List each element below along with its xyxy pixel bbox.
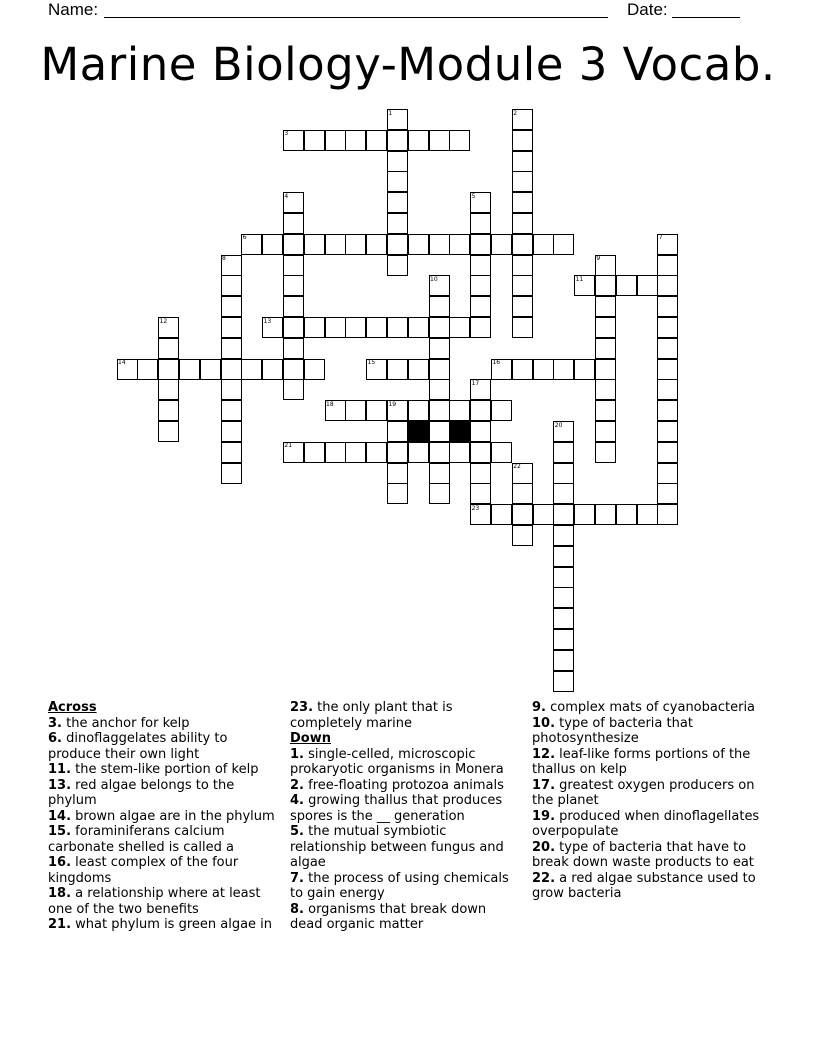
crossword-cell[interactable] <box>470 275 491 296</box>
crossword-cell[interactable] <box>283 379 304 400</box>
crossword-cell[interactable] <box>221 379 242 400</box>
crossword-cell[interactable] <box>158 338 179 359</box>
crossword-cell[interactable] <box>366 400 387 421</box>
crossword-cell[interactable] <box>387 317 408 338</box>
crossword-cell[interactable] <box>408 359 429 380</box>
crossword-cell[interactable] <box>387 234 408 255</box>
crossword-cell[interactable] <box>512 525 533 546</box>
crossword-cell[interactable] <box>345 234 366 255</box>
crossword-cell[interactable] <box>221 296 242 317</box>
crossword-cell[interactable] <box>595 379 616 400</box>
crossword-cell[interactable] <box>221 275 242 296</box>
clue-text: the only plant that is completely marine <box>290 700 453 731</box>
crossword-cell[interactable] <box>616 275 637 296</box>
across-clues-column <box>48 700 280 933</box>
crossword-cell[interactable] <box>657 483 678 504</box>
clue-item <box>532 840 768 871</box>
clue-text: foraminiferans calcium carbonate shelled is called a <box>48 824 234 855</box>
clue-number: 11 <box>575 275 584 283</box>
clue-item <box>48 855 280 886</box>
date-label: Date: <box>627 0 668 19</box>
clue-item <box>290 871 522 902</box>
crossword-cell[interactable] <box>657 296 678 317</box>
clue-number: 22 <box>513 463 521 471</box>
clue-number-label: 8. <box>290 901 304 917</box>
crossword-cell[interactable] <box>491 400 512 421</box>
crossword-cell[interactable] <box>158 359 179 380</box>
clue-text: type of bacteria that photosynthesize <box>532 715 693 746</box>
clue-number-label: 16. <box>48 855 72 870</box>
crossword-cell[interactable] <box>657 421 678 442</box>
crossword-cell[interactable] <box>657 442 678 463</box>
down-clue-list <box>290 747 522 933</box>
crossword-cell[interactable] <box>553 546 574 567</box>
crossword-cell[interactable] <box>657 338 678 359</box>
crossword-cell[interactable] <box>387 483 408 504</box>
clue-text: the process of using chemicals to gain energy <box>290 870 509 901</box>
crossword-cell[interactable] <box>408 317 429 338</box>
crossword-cell[interactable] <box>470 213 491 234</box>
crossword-cell[interactable] <box>179 359 200 380</box>
clue-item <box>532 716 768 747</box>
crossword-cell[interactable] <box>158 400 179 421</box>
crossword-cell[interactable] <box>221 442 242 463</box>
crossword-cell[interactable] <box>512 317 533 338</box>
crossword-cell[interactable] <box>429 442 450 463</box>
crossword-cell[interactable] <box>616 504 637 525</box>
crossword-cell[interactable] <box>512 130 533 151</box>
crossword-cell[interactable] <box>553 504 574 525</box>
crossword-cell[interactable] <box>283 275 304 296</box>
crossword-cell[interactable] <box>283 317 304 338</box>
crossword-cell[interactable] <box>595 504 616 525</box>
clue-number-label: 10. <box>532 715 556 731</box>
crossword-cell[interactable] <box>470 400 491 421</box>
crossword-cell[interactable] <box>221 421 242 442</box>
clue-item <box>48 886 280 917</box>
clue-number: 21 <box>284 442 293 450</box>
crossword-cell[interactable] <box>553 463 574 484</box>
crossword-cell[interactable] <box>491 504 512 525</box>
crossword-cell[interactable] <box>366 234 387 255</box>
clue-text: complex mats of cyanobacteria <box>545 700 756 715</box>
clue-item <box>48 824 280 855</box>
crossword-cell[interactable] <box>221 317 242 338</box>
clue-text: produced when dinoflagellates overpopulate <box>532 808 760 839</box>
crossword-cell[interactable] <box>325 130 346 151</box>
crossword-block <box>408 421 429 442</box>
clue-text: red algae belongs to the phylum <box>48 777 235 808</box>
clue-item <box>290 778 522 794</box>
crossword-cell[interactable] <box>637 275 658 296</box>
clue-text: the anchor for kelp <box>61 715 190 731</box>
crossword-cell[interactable] <box>304 359 325 380</box>
clue-number-label: 18. <box>48 886 72 901</box>
crossword-cell[interactable] <box>553 234 574 255</box>
crossword-cell[interactable] <box>283 338 304 359</box>
clue-text: growing thallus that produces spores is the __ generation <box>290 793 503 824</box>
crossword-cell[interactable] <box>408 400 429 421</box>
crossword-cell[interactable] <box>304 442 325 463</box>
mixed-clues-column <box>290 700 522 933</box>
clue-text: free-floating protozoa animals <box>303 777 504 793</box>
crossword-cell[interactable] <box>470 255 491 276</box>
clue-number-label: 17. <box>532 777 556 793</box>
crossword-cell[interactable] <box>429 338 450 359</box>
crossword-cell[interactable] <box>533 234 554 255</box>
crossword-cell[interactable] <box>429 421 450 442</box>
clue-number: 8 <box>222 255 226 263</box>
clue-number: 10 <box>430 275 438 283</box>
clue-number-label: 15. <box>48 824 72 839</box>
crossword-cell[interactable] <box>158 379 179 400</box>
crossword-cell[interactable] <box>470 483 491 504</box>
crossword-cell[interactable] <box>491 442 512 463</box>
clue-number-label: 14. <box>48 808 72 824</box>
clue-item <box>532 700 768 716</box>
clue-number-label: 21. <box>48 917 72 932</box>
crossword-cell[interactable] <box>283 359 304 380</box>
crossword-cell[interactable] <box>221 359 242 380</box>
clue-item <box>532 871 768 902</box>
clue-number-label: 20. <box>532 839 556 855</box>
crossword-cell[interactable] <box>387 130 408 151</box>
crossword-cell[interactable] <box>553 567 574 588</box>
crossword-cell[interactable] <box>345 317 366 338</box>
clue-text: single-celled, microscopic prokaryotic organisms in Monera <box>290 746 504 777</box>
crossword-cell[interactable] <box>449 317 470 338</box>
clue-text: the stem-like portion of kelp <box>71 762 259 777</box>
clue-number-label: 3. <box>48 715 62 731</box>
crossword-cell[interactable] <box>283 255 304 276</box>
crossword-cell[interactable] <box>449 234 470 255</box>
page-title: Marine Biology-Module 3 Vocab. <box>40 38 776 91</box>
down-clue-list-continued <box>532 700 768 902</box>
crossword-cell[interactable] <box>262 234 283 255</box>
clue-number-label: 1. <box>290 746 304 762</box>
crossword-cell[interactable] <box>429 379 450 400</box>
clue-number: 2 <box>513 109 518 117</box>
clue-item <box>48 762 280 778</box>
crossword-cell[interactable] <box>595 442 616 463</box>
name-label: Name: <box>48 0 99 19</box>
crossword-cell[interactable] <box>512 296 533 317</box>
clue-number: 4 <box>284 192 289 200</box>
crossword-cell[interactable] <box>387 442 408 463</box>
crossword-cell[interactable] <box>387 151 408 172</box>
clue-number: 15 <box>367 359 376 367</box>
crossword-cell[interactable] <box>366 317 387 338</box>
crossword-cell[interactable] <box>325 317 346 338</box>
clue-item <box>48 809 280 825</box>
clue-text: type of bacteria that have to break down waste products to eat <box>532 839 754 870</box>
crossword-cell[interactable] <box>637 504 658 525</box>
crossword-cell[interactable] <box>657 359 678 380</box>
clue-number: 20 <box>554 421 563 429</box>
crossword-cell[interactable] <box>283 213 304 234</box>
clue-item <box>48 716 280 732</box>
crossword-cell[interactable] <box>449 400 470 421</box>
crossword-cell[interactable] <box>283 234 304 255</box>
clue-number-label: 19. <box>532 808 556 824</box>
clue-number-label: 12. <box>532 746 556 762</box>
crossword-cell[interactable] <box>512 275 533 296</box>
crossword-cell[interactable] <box>408 442 429 463</box>
crossword-cell[interactable] <box>345 400 366 421</box>
crossword-cell[interactable] <box>283 296 304 317</box>
clue-number-label: 23. <box>290 700 314 715</box>
crossword-cell[interactable] <box>553 359 574 380</box>
clue-text: brown algae are in the phylum <box>71 808 275 824</box>
clue-item <box>290 793 522 824</box>
clue-number-label: 22. <box>532 870 556 886</box>
crossword-cell[interactable] <box>221 400 242 421</box>
crossword-cell[interactable] <box>221 463 242 484</box>
crossword-cell[interactable] <box>408 130 429 151</box>
clue-item <box>532 809 768 840</box>
crossword-cell[interactable] <box>325 442 346 463</box>
crossword-cell[interactable] <box>429 400 450 421</box>
clue-item <box>48 917 280 933</box>
crossword-cell[interactable] <box>387 255 408 276</box>
crossword-cell[interactable] <box>553 671 574 692</box>
crossword-cell[interactable] <box>304 317 325 338</box>
crossword-cell[interactable] <box>574 504 595 525</box>
down-clues-column <box>532 700 768 902</box>
clue-text: the mutual symbiotic relationship between fungus and algae <box>290 824 504 870</box>
crossword-cell[interactable] <box>533 504 554 525</box>
crossword-cell[interactable] <box>429 359 450 380</box>
crossword-cell[interactable] <box>595 338 616 359</box>
clue-text: what phylum is green algae in <box>71 917 273 932</box>
clue-number: 6 <box>242 234 247 242</box>
clue-number: 14 <box>118 359 126 367</box>
crossword-cell[interactable] <box>470 463 491 484</box>
crossword-cell[interactable] <box>408 234 429 255</box>
down-heading: Down <box>290 731 331 746</box>
crossword-cell[interactable] <box>470 421 491 442</box>
clue-item <box>48 778 280 809</box>
crossword-cell[interactable] <box>387 463 408 484</box>
crossword-cell[interactable] <box>595 296 616 317</box>
crossword-cell[interactable] <box>512 234 533 255</box>
crossword-cell[interactable] <box>512 483 533 504</box>
clue-text: leaf-like forms portions of the thallus on kelp <box>532 746 751 777</box>
clue-number: 5 <box>471 192 476 200</box>
crossword-cell[interactable] <box>387 359 408 380</box>
clue-number-label: 6. <box>48 731 62 746</box>
crossword-cell[interactable] <box>366 442 387 463</box>
crossword-cell[interactable] <box>553 483 574 504</box>
clue-number: 3 <box>284 130 289 138</box>
clue-number-label: 2. <box>290 777 304 793</box>
crossword-block <box>449 421 470 442</box>
clue-number: 12 <box>159 317 168 325</box>
clue-number-label: 9. <box>532 700 546 715</box>
crossword-cell[interactable] <box>512 359 533 380</box>
clue-number: 7 <box>658 234 663 242</box>
crossword-cell[interactable] <box>262 359 283 380</box>
crossword-cell[interactable] <box>158 421 179 442</box>
clue-number: 16 <box>492 359 501 367</box>
crossword-cell[interactable] <box>429 463 450 484</box>
clue-item <box>290 747 522 778</box>
clue-text: least complex of the four kingdoms <box>48 855 239 886</box>
clue-number: 17 <box>471 379 480 387</box>
crossword-cell[interactable] <box>491 234 512 255</box>
crossword-cell[interactable] <box>512 213 533 234</box>
crossword-cell[interactable] <box>553 608 574 629</box>
crossword-cell[interactable] <box>387 171 408 192</box>
crossword-cell[interactable] <box>470 234 491 255</box>
crossword-cell[interactable] <box>512 255 533 276</box>
clue-text: dinoflaggelates ability to produce their own light <box>48 731 228 762</box>
crossword-cell[interactable] <box>429 317 450 338</box>
crossword-cell[interactable] <box>595 359 616 380</box>
crossword-cell[interactable] <box>345 442 366 463</box>
crossword-cell[interactable] <box>574 359 595 380</box>
crossword-cell[interactable] <box>200 359 221 380</box>
crossword-cell[interactable] <box>137 359 158 380</box>
crossword-cell[interactable] <box>470 296 491 317</box>
clue-text: a relationship where at least one of the two benefits <box>48 886 261 917</box>
clue-item <box>532 747 768 778</box>
crossword-cell[interactable] <box>449 442 470 463</box>
crossword-cell[interactable] <box>241 359 262 380</box>
clue-item <box>290 700 522 731</box>
crossword-cell[interactable] <box>657 504 678 525</box>
crossword-cell[interactable] <box>345 130 366 151</box>
crossword-cell[interactable] <box>470 317 491 338</box>
crossword-cell[interactable] <box>657 317 678 338</box>
crossword-cell[interactable] <box>325 234 346 255</box>
crossword-cell[interactable] <box>429 234 450 255</box>
crossword-cell[interactable] <box>366 130 387 151</box>
crossword-cell[interactable] <box>512 504 533 525</box>
crossword-cell[interactable] <box>553 442 574 463</box>
crossword-cell[interactable] <box>553 650 574 671</box>
clue-item <box>290 902 522 933</box>
crossword-cell[interactable] <box>595 275 616 296</box>
clue-text: organisms that break down dead organic matter <box>290 901 487 932</box>
clue-number: 9 <box>596 255 601 263</box>
crossword-cell[interactable] <box>221 338 242 359</box>
crossword-cell[interactable] <box>512 171 533 192</box>
clue-number: 23 <box>471 504 480 512</box>
crossword-cell[interactable] <box>533 359 554 380</box>
crossword-cell[interactable] <box>304 130 325 151</box>
crossword-cell[interactable] <box>304 234 325 255</box>
crossword-cell[interactable] <box>595 400 616 421</box>
crossword-cell[interactable] <box>657 379 678 400</box>
crossword-cell[interactable] <box>470 442 491 463</box>
crossword-cell[interactable] <box>553 629 574 650</box>
crossword-cell[interactable] <box>595 421 616 442</box>
clue-item <box>48 731 280 762</box>
clue-number: 19 <box>388 400 397 408</box>
crossword-cell[interactable] <box>387 192 408 213</box>
crossword-cell[interactable] <box>429 296 450 317</box>
across-clue-list <box>48 716 280 933</box>
crossword-cell[interactable] <box>595 317 616 338</box>
clue-item <box>532 778 768 809</box>
crossword-cell[interactable] <box>657 463 678 484</box>
clue-number-label: 5. <box>290 824 304 839</box>
crossword-cell[interactable] <box>553 525 574 546</box>
clue-number-label: 13. <box>48 777 72 793</box>
clue-number: 1 <box>388 109 393 117</box>
crossword-cell[interactable] <box>387 213 408 234</box>
clue-number: 13 <box>263 317 272 325</box>
clue-text: greatest oxygen producers on the planet <box>532 777 755 808</box>
clue-number: 18 <box>326 400 334 408</box>
across-heading: Across <box>48 700 97 715</box>
crossword-cell[interactable] <box>512 192 533 213</box>
across-clue-overflow <box>290 700 522 731</box>
crossword-cell[interactable] <box>387 421 408 442</box>
crossword-cell[interactable] <box>449 130 470 151</box>
crossword-cell[interactable] <box>657 255 678 276</box>
clue-item <box>290 824 522 871</box>
crossword-cell[interactable] <box>553 587 574 608</box>
clue-number-label: 4. <box>290 793 304 808</box>
clue-number-label: 7. <box>290 870 304 886</box>
crossword-cell[interactable] <box>512 151 533 172</box>
clue-number-label: 11. <box>48 762 72 777</box>
crossword-cell[interactable] <box>429 130 450 151</box>
crossword-cell[interactable] <box>429 483 450 504</box>
clue-text: a red algae substance used to grow bacteria <box>532 870 756 901</box>
crossword-cell[interactable] <box>657 400 678 421</box>
crossword-cell[interactable] <box>657 275 678 296</box>
